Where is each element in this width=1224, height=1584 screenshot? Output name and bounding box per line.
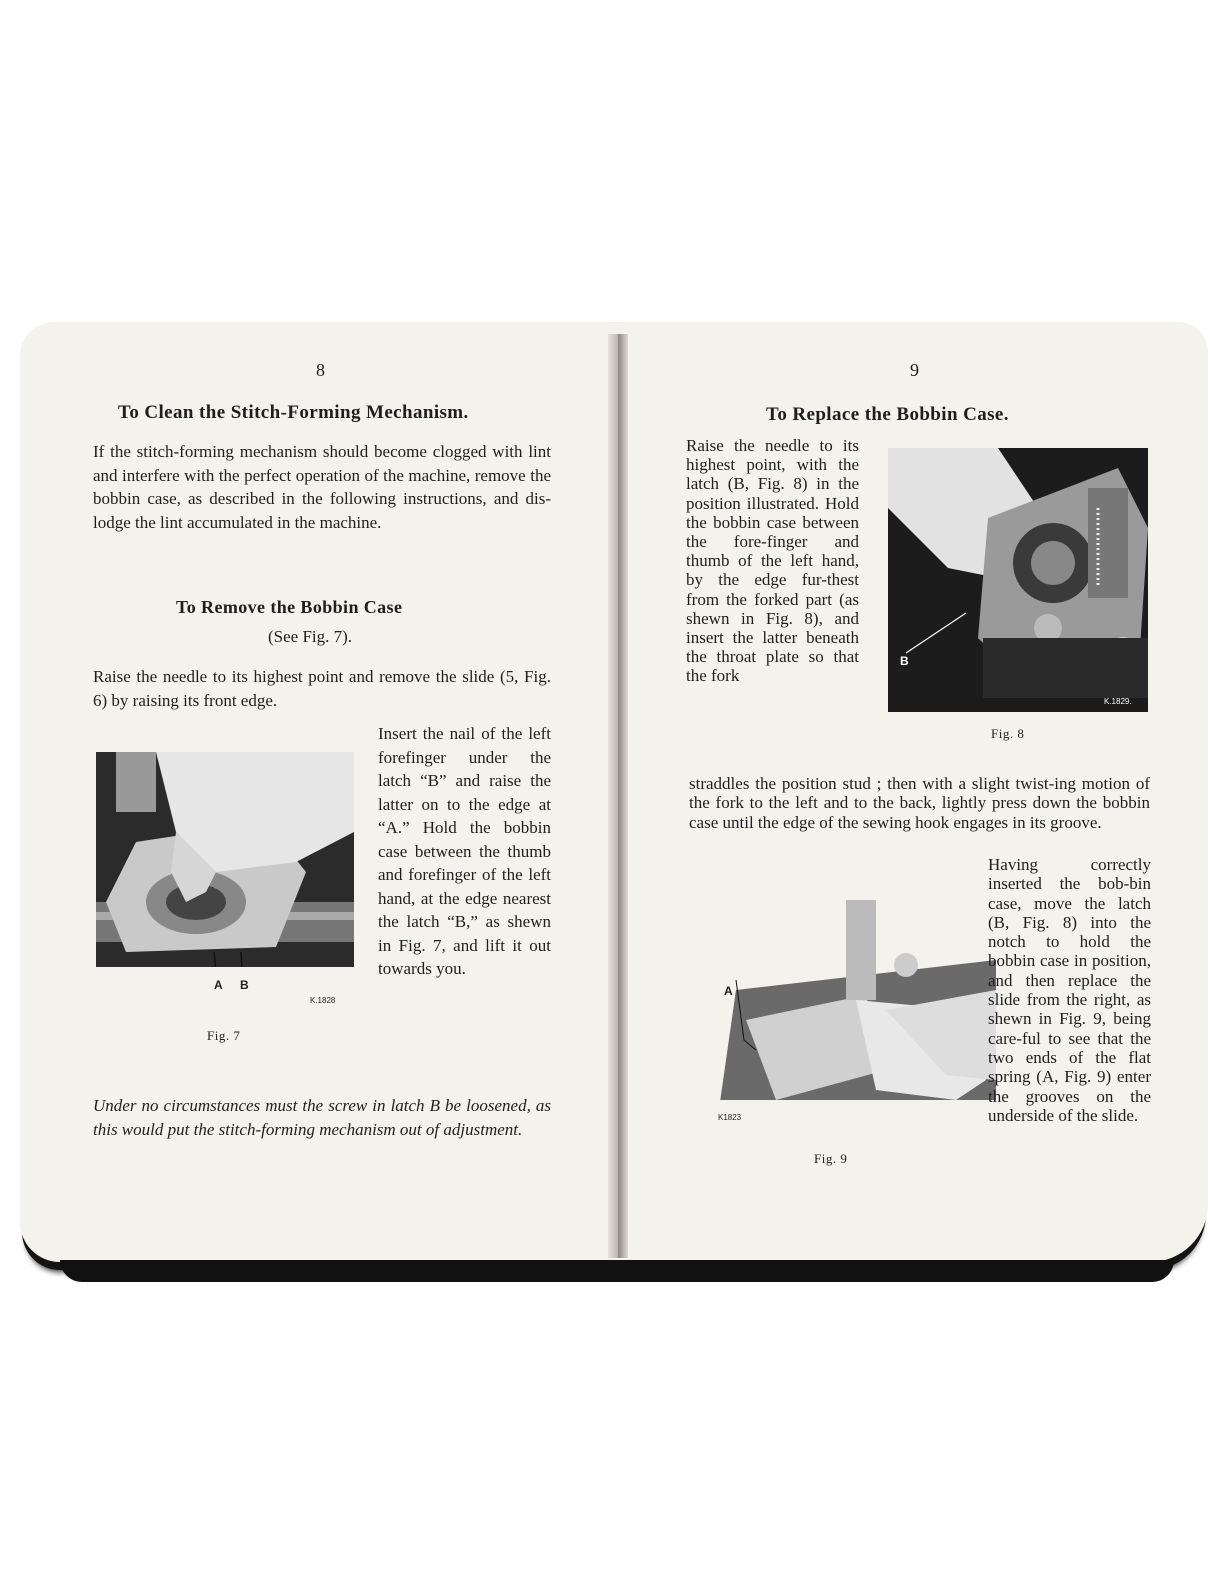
intro-paragraph: If the stitch-forming mechanism should become clogged with lint and interfere with the perfect operation of the machine, remove the bobbin case, as described in the following instructions, and dis-lodge the lint accumulated in the machine. <box>93 442 551 532</box>
figure-8-code: K.1829. <box>1104 697 1132 706</box>
page-title: To Replace the Bobbin Case. <box>766 404 1009 425</box>
figure-7-label-b: B <box>240 978 249 992</box>
right-page <box>620 322 1208 1240</box>
replace-step-paragraph: Raise the needle to its highest point, with the latch (B, Fig. 8) in the position illustrated. Hold the bobbin case between the fore-finger and thumb of the left hand, by the edge fur-thest from the forked part (as shewn in Fig. 8), and insert the latter beneath the throat plate so that the fork <box>686 436 859 686</box>
page-title: To Clean the Stitch-Forming Mechanism. <box>118 402 469 423</box>
figure-8-label-b: B <box>900 654 909 668</box>
figure-9-code: K1823 <box>718 1113 742 1122</box>
figure-7-illustration <box>96 752 354 1010</box>
warning-text: Under no circumstances must the screw in latch B be loosened, as this would put the stitch-forming mechanism out of adjustment. <box>93 1096 551 1139</box>
slide-step-paragraph: Having correctly inserted the bob-bin case, move the latch (B, Fig. 8) into the notch to hold the bobbin case in position, and then replace the slide from the right, as shewn in Fig. 9, being care-ful to see that the two ends of the flat spring (A, Fig. 9) enter the grooves on the underside of the slide. <box>988 855 1151 1125</box>
figure-7-photo <box>96 752 354 1010</box>
booklet-bottom-edge <box>60 1260 1174 1282</box>
step-paragraph-2: Insert the nail of the left forefinger under the latch “B” and raise the latter on to the edge at “A.” Hold the bobbin case between the thumb and forefinger of the left hand, at the edge nearest the latch “B,” as shewn in Fig. 7, and lift it out towards you. <box>378 724 551 978</box>
figure-9-caption: Fig. 9 <box>814 1151 848 1166</box>
figure-8-illustration <box>888 448 1148 712</box>
figure-7-label-a: A <box>214 978 223 992</box>
booklet-spread <box>20 322 1208 1262</box>
left-page <box>20 322 612 1240</box>
figure-9-label-a: A <box>724 984 733 998</box>
figure-8-caption: Fig. 8 <box>991 726 1025 741</box>
step-paragraph: Raise the needle to its highest point and remove the slide (5, Fig. 6) by raising its front edge. <box>93 667 551 710</box>
section-title: To Remove the Bobbin Case <box>176 597 403 617</box>
page-number: 9 <box>910 360 919 380</box>
replace-step-continued: straddles the position stud ; then with a slight twist-ing motion of the fork to the left and to the back, lightly press down the bobbin case until the edge of the sewing hook engages in its groove. <box>689 774 1150 832</box>
warning-paragraph <box>93 1094 551 1141</box>
figure-7-code: K.1828 <box>310 996 336 1005</box>
section-note: (See Fig. 7). <box>268 627 353 646</box>
figure-9-photo <box>716 900 996 1130</box>
figure-9-illustration <box>716 900 996 1130</box>
figure-7-caption: Fig. 7 <box>207 1028 241 1043</box>
figure-8-photo <box>888 448 1148 712</box>
page-number: 8 <box>316 360 325 380</box>
